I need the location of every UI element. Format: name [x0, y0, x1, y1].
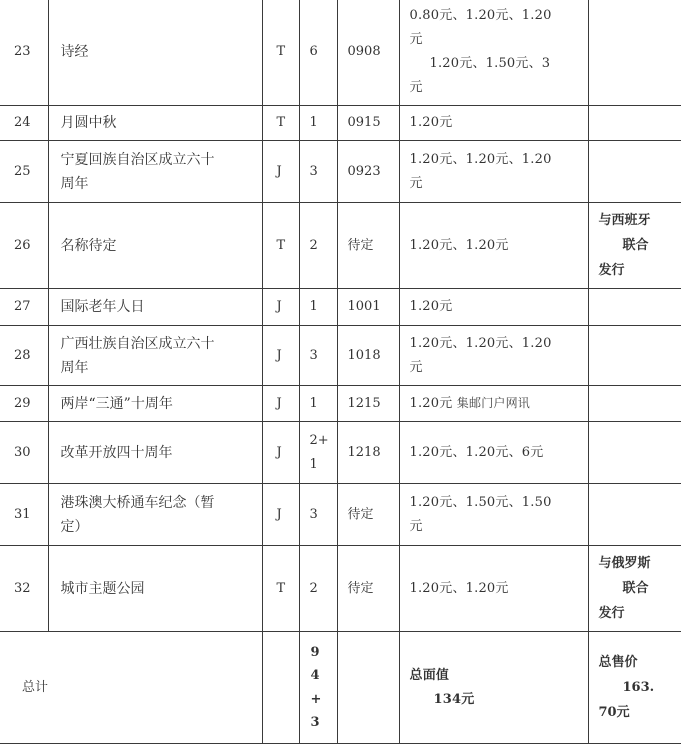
remark-line: 与西班牙	[598, 213, 651, 228]
table-row	[0, 106, 681, 141]
stamp-class: T	[262, 106, 299, 141]
stamp-count	[299, 422, 337, 484]
stamp-count: 3	[299, 141, 337, 203]
stamp-count: 1	[299, 289, 337, 326]
stamp-class: J	[262, 484, 299, 546]
total-face-title: 总面值	[409, 667, 450, 683]
table-row	[0, 141, 681, 203]
face-value: 1.20元	[399, 106, 588, 141]
stamp-count: 2	[299, 203, 337, 289]
face-value-line: 元	[409, 32, 423, 47]
row-number: 23	[0, 0, 48, 106]
remark	[588, 141, 681, 203]
stamp-class: J	[262, 141, 299, 203]
remark	[588, 422, 681, 484]
issue-date: 1018	[337, 326, 399, 386]
issue-date: 待定	[337, 546, 399, 632]
stamp-name-line: 广西壮族自治区成立六十	[60, 335, 215, 352]
stamp-count: 1	[299, 106, 337, 141]
table-row	[0, 0, 681, 106]
face-value	[399, 326, 588, 386]
remark-line: 联合	[622, 581, 649, 596]
row-number: 29	[0, 386, 48, 422]
face-value: 1.20元、1.20元	[399, 203, 588, 289]
issue-date: 0915	[337, 106, 399, 141]
remark	[588, 326, 681, 386]
face-value	[399, 386, 588, 422]
remark	[588, 203, 681, 289]
stamp-count: 6	[299, 0, 337, 106]
stamp-class: T	[262, 203, 299, 289]
table-row	[0, 289, 681, 326]
issue-date: 1218	[337, 422, 399, 484]
table-row	[0, 203, 681, 289]
table-row	[0, 546, 681, 632]
remark	[588, 289, 681, 326]
total-face-value	[399, 632, 588, 744]
face-value-text: 1.20元	[409, 396, 453, 411]
face-value: 1.20元	[399, 289, 588, 326]
stamp-name: 两岸“三通”十周年	[48, 386, 262, 422]
total-date	[337, 632, 399, 744]
total-count-line: 9	[310, 644, 320, 660]
stamp-class: J	[262, 386, 299, 422]
total-count	[299, 632, 337, 744]
row-number: 28	[0, 326, 48, 386]
stamp-name: 城市主题公园	[48, 546, 262, 632]
row-number: 32	[0, 546, 48, 632]
row-number: 27	[0, 289, 48, 326]
face-value-line: 元	[409, 359, 423, 375]
row-number: 24	[0, 106, 48, 141]
face-value-line: 1.20元、1.20元、1.20	[409, 151, 552, 167]
face-value	[399, 141, 588, 203]
remark-line: 与俄罗斯	[598, 556, 651, 571]
face-value: 1.20元、1.20元	[399, 546, 588, 632]
face-value-line: 1.20元、1.50元、3	[429, 56, 551, 71]
row-number: 25	[0, 141, 48, 203]
issue-date: 0923	[337, 141, 399, 203]
table-row	[0, 326, 681, 386]
total-price-amount-1: 163.	[622, 680, 655, 695]
remark-line: 发行	[598, 263, 625, 278]
stamp-count: 1	[299, 386, 337, 422]
remark	[588, 546, 681, 632]
remark	[588, 484, 681, 546]
row-number: 31	[0, 484, 48, 546]
face-value: 1.20元、1.20元、6元	[399, 422, 588, 484]
stamp-count: 2	[299, 546, 337, 632]
total-price	[588, 632, 681, 744]
total-price-amount-2: 70元	[598, 705, 630, 720]
row-number: 26	[0, 203, 48, 289]
face-value-line: 元	[409, 80, 423, 95]
stamp-name-line: 宁夏回族自治区成立六十	[60, 151, 215, 168]
face-value-line: 元	[409, 518, 423, 534]
issue-date: 待定	[337, 203, 399, 289]
watermark-text: 集邮门户网讯	[456, 396, 530, 410]
stamp-name: 改革开放四十周年	[48, 422, 262, 484]
total-label: 总计	[0, 632, 262, 744]
row-number: 30	[0, 422, 48, 484]
stamp-name	[48, 484, 262, 546]
remark	[588, 106, 681, 141]
face-value	[399, 484, 588, 546]
total-count-line: 3	[310, 715, 320, 730]
face-value-line: 1.20元、1.20元、1.20	[409, 335, 552, 351]
remark-line: 联合	[622, 238, 649, 253]
table-row	[0, 484, 681, 546]
issue-date: 0908	[337, 0, 399, 106]
issue-date: 待定	[337, 484, 399, 546]
stamp-name: 月圆中秋	[48, 106, 262, 141]
stamp-name: 国际老年人日	[48, 289, 262, 326]
stamp-count: 3	[299, 326, 337, 386]
total-count-line: +	[310, 691, 322, 707]
remark	[588, 386, 681, 422]
face-value	[399, 0, 588, 106]
total-price-title: 总售价	[598, 655, 638, 670]
stamp-class: J	[262, 289, 299, 326]
stamp-name: 名称待定	[48, 203, 262, 289]
stamp-name-line: 港珠澳大桥通车纪念（暂	[60, 494, 215, 511]
face-value-line: 0.80元、1.20元、1.20	[409, 8, 552, 23]
stamp-name-line: 周年	[60, 359, 89, 376]
total-row	[0, 632, 681, 744]
stamp-count-line: 1	[309, 456, 318, 472]
total-count-line: 4	[310, 668, 320, 683]
stamp-class: J	[262, 422, 299, 484]
issue-date: 1001	[337, 289, 399, 326]
stamp-count: 3	[299, 484, 337, 546]
stamp-name-line: 定）	[60, 518, 89, 535]
stamp-name	[48, 141, 262, 203]
stamp-name	[48, 326, 262, 386]
issue-date: 1215	[337, 386, 399, 422]
table-row	[0, 422, 681, 484]
total-face-amount: 134元	[433, 691, 475, 707]
stamp-count-line: 2+	[309, 432, 329, 448]
total-class	[262, 632, 299, 744]
remark	[588, 0, 681, 106]
remark-line: 发行	[598, 606, 625, 621]
stamp-class: J	[262, 326, 299, 386]
face-value-line: 元	[409, 175, 423, 191]
stamp-class: T	[262, 0, 299, 106]
stamp-name-line: 周年	[60, 175, 89, 192]
table-row	[0, 386, 681, 422]
stamp-name: 诗经	[48, 0, 262, 106]
stamp-class: T	[262, 546, 299, 632]
face-value-line: 1.20元、1.50元、1.50	[409, 494, 552, 510]
